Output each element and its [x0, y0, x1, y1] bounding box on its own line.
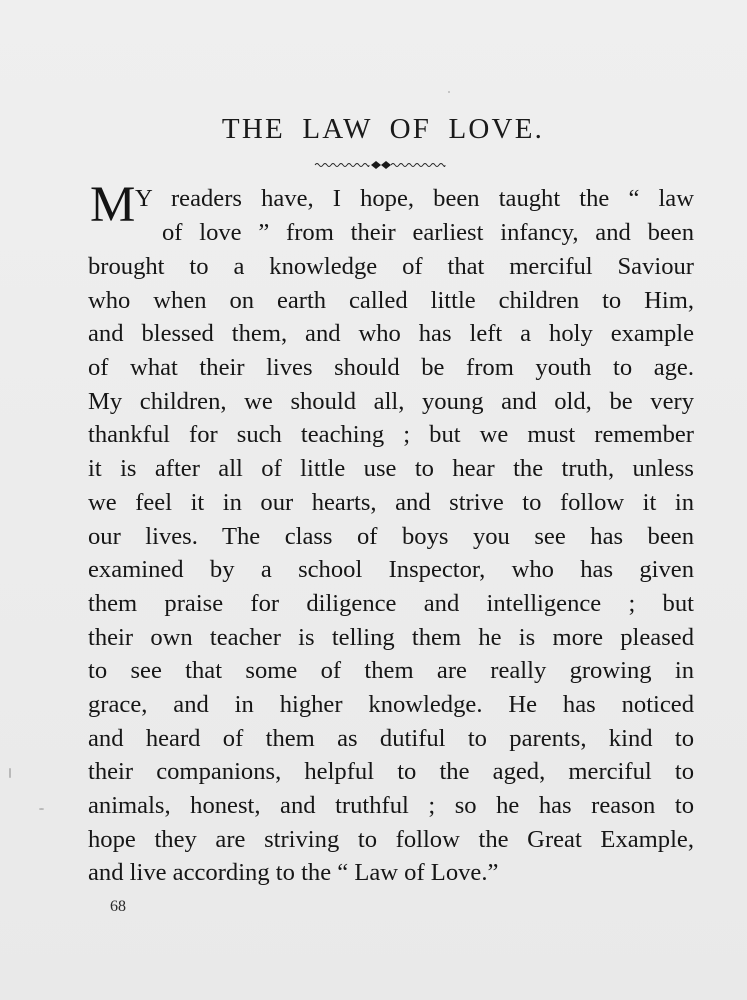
text-line: their own teacher is telling them he is more pleased [88, 623, 694, 651]
text-line: it is after all of little use to hear the truth, unless [88, 455, 694, 483]
text-line: of love ” from their earliest infancy, and been [162, 219, 694, 246]
opening-line [135, 182, 694, 216]
title-ornament [313, 157, 449, 171]
text-line: who when on earth called little children to Him, [88, 286, 694, 314]
text-line: of what their lives should be from youth to age. [88, 354, 694, 382]
text-line: grace, and in higher knowledge. He has noticed [88, 690, 694, 718]
text-line: and live according to the “ Law of Love.” [88, 859, 499, 887]
indented-line [162, 216, 694, 250]
text-line: their companions, helpful to the aged, merciful to [88, 758, 694, 786]
text-line: brought to a knowledge of that merciful Saviour [88, 253, 694, 280]
text-line: Y readers have, I hope, been taught the “ law [135, 185, 694, 212]
paper-speck [39, 808, 44, 810]
text-line: and heard of them as dutiful to parents, kind to [88, 724, 694, 752]
text-line: hope they are striving to follow the Great Example, [88, 825, 694, 853]
drop-cap: M [90, 177, 136, 233]
text-line: and blessed them, and who has left a holy example [88, 320, 694, 348]
page-number: 68 [110, 898, 126, 915]
text-line: examined by a school Inspector, who has given [88, 556, 694, 584]
body-text [88, 250, 694, 890]
text-line: My children, we should all, young and old, be very [88, 387, 694, 415]
text-line: we feel it in our hearts, and strive to follow it in [88, 488, 694, 516]
text-line: thankful for such teaching ; but we must remember [88, 421, 694, 449]
text-line: to see that some of them are really growing in [88, 657, 694, 685]
text-line: our lives. The class of boys you see has been [88, 522, 694, 550]
text-line: them praise for diligence and intelligence ; but [88, 589, 694, 617]
paper-speck [9, 768, 11, 778]
text-line: animals, honest, and truthful ; so he has reason to [88, 792, 694, 819]
paper-speck [448, 91, 450, 93]
page-title: THE LAW OF LOVE. [221, 113, 545, 145]
